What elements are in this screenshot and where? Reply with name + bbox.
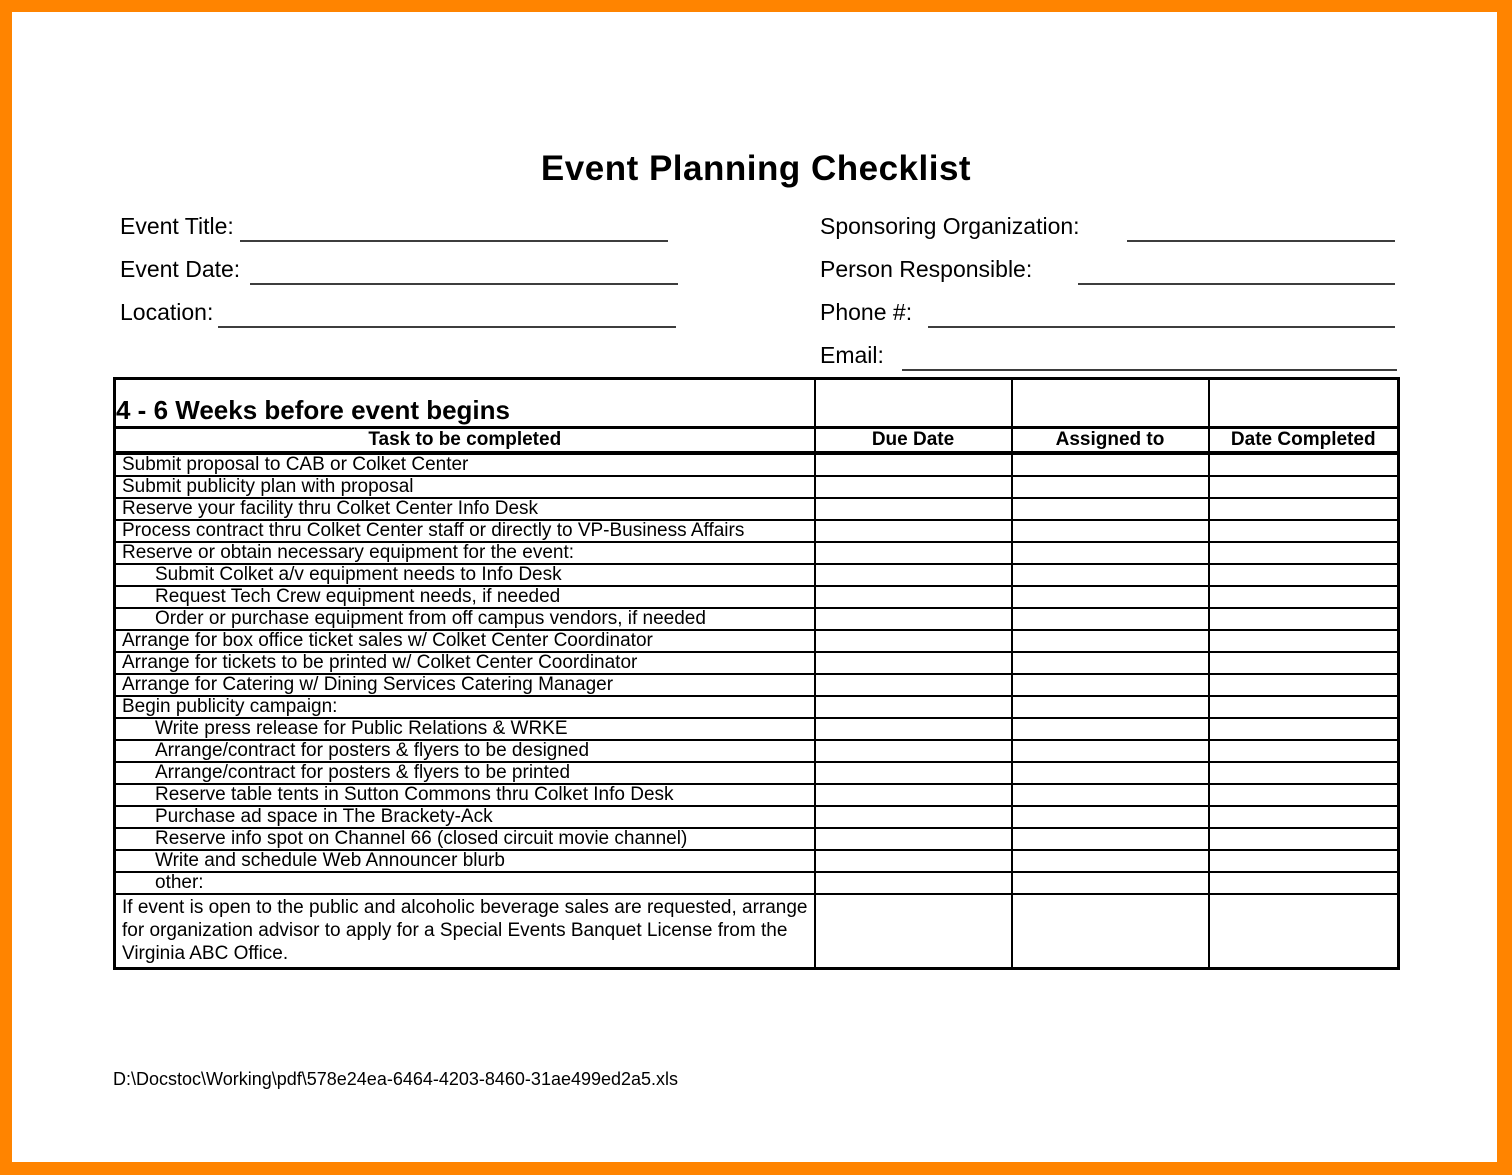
due-date-cell	[815, 608, 1012, 630]
date-completed-cell	[1209, 828, 1399, 850]
due-date-cell	[815, 784, 1012, 806]
due-date-cell	[815, 542, 1012, 564]
due-date-cell	[815, 740, 1012, 762]
task-cell: Arrange for box office ticket sales w/ Colket Center Coordinator	[115, 630, 815, 652]
task-cell: Submit publicity plan with proposal	[115, 476, 815, 498]
table-row	[115, 630, 1399, 652]
table-row	[115, 520, 1399, 542]
email-blank-line	[902, 369, 1397, 371]
section-header: 4 - 6 Weeks before event begins	[115, 379, 815, 428]
assigned-to-cell	[1012, 542, 1209, 564]
date-completed-cell	[1209, 520, 1399, 542]
task-cell: Submit proposal to CAB or Colket Center	[115, 453, 815, 476]
person-responsible-label: Person Responsible:	[820, 256, 1033, 282]
table-row	[115, 718, 1399, 740]
task-cell: Reserve table tents in Sutton Commons thru Colket Info Desk	[115, 784, 815, 806]
task-cell: Begin publicity campaign:	[115, 696, 815, 718]
date-completed-cell	[1209, 762, 1399, 784]
table-row	[115, 476, 1399, 498]
table-row	[115, 608, 1399, 630]
date-completed-cell	[1209, 718, 1399, 740]
column-header-due-date: Due Date	[815, 428, 1012, 454]
task-cell: Process contract thru Colket Center staff or directly to VP-Business Affairs	[115, 520, 815, 542]
empty-cell	[1012, 379, 1209, 428]
date-completed-cell	[1209, 806, 1399, 828]
table-row	[115, 740, 1399, 762]
due-date-cell	[815, 630, 1012, 652]
due-date-cell	[815, 696, 1012, 718]
task-table-body	[115, 379, 1399, 969]
due-date-cell	[815, 520, 1012, 542]
due-date-cell	[815, 850, 1012, 872]
date-completed-cell	[1209, 696, 1399, 718]
phone-blank-line	[928, 326, 1395, 328]
assigned-to-cell	[1012, 608, 1209, 630]
table-row	[115, 498, 1399, 520]
task-cell: Order or purchase equipment from off campus vendors, if needed	[115, 608, 815, 630]
due-date-cell	[815, 828, 1012, 850]
column-header-row	[115, 428, 1399, 454]
task-cell: Arrange for tickets to be printed w/ Colket Center Coordinator	[115, 652, 815, 674]
due-date-cell	[815, 872, 1012, 894]
event-title-label: Event Title:	[120, 213, 234, 239]
event-title-blank-line	[240, 240, 668, 242]
event-date-blank-line	[250, 283, 678, 285]
due-date-cell	[815, 674, 1012, 696]
location-blank-line	[218, 326, 676, 328]
date-completed-cell	[1209, 608, 1399, 630]
assigned-to-cell	[1012, 476, 1209, 498]
table-row	[115, 586, 1399, 608]
due-date-cell	[815, 806, 1012, 828]
assigned-to-cell	[1012, 718, 1209, 740]
assigned-to-cell	[1012, 696, 1209, 718]
table-row	[115, 696, 1399, 718]
section-header-row	[115, 379, 1399, 428]
assigned-to-cell	[1012, 894, 1209, 969]
table-row	[115, 652, 1399, 674]
task-cell: Submit Colket a/v equipment needs to Info Desk	[115, 564, 815, 586]
sponsoring-organization-label: Sponsoring Organization:	[820, 213, 1080, 239]
task-cell: Arrange/contract for posters & flyers to be printed	[115, 762, 815, 784]
date-completed-cell	[1209, 652, 1399, 674]
task-cell: Write and schedule Web Announcer blurb	[115, 850, 815, 872]
table-row	[115, 894, 1399, 969]
date-completed-cell	[1209, 850, 1399, 872]
sponsoring-organization-blank-line	[1127, 240, 1395, 242]
date-completed-cell	[1209, 542, 1399, 564]
due-date-cell	[815, 564, 1012, 586]
task-cell: Purchase ad space in The Brackety-Ack	[115, 806, 815, 828]
event-date-label: Event Date:	[120, 256, 241, 282]
assigned-to-cell	[1012, 630, 1209, 652]
date-completed-cell	[1209, 564, 1399, 586]
due-date-cell	[815, 586, 1012, 608]
assigned-to-cell	[1012, 520, 1209, 542]
assigned-to-cell	[1012, 850, 1209, 872]
assigned-to-cell	[1012, 806, 1209, 828]
table-row	[115, 784, 1399, 806]
date-completed-cell	[1209, 740, 1399, 762]
assigned-to-cell	[1012, 453, 1209, 476]
column-header-task: Task to be completed	[115, 428, 815, 454]
task-cell: Write press release for Public Relations & WRKE	[115, 718, 815, 740]
table-row	[115, 564, 1399, 586]
assigned-to-cell	[1012, 498, 1209, 520]
table-row	[115, 762, 1399, 784]
date-completed-cell	[1209, 453, 1399, 476]
location-label: Location:	[120, 299, 214, 325]
checklist-table	[113, 377, 1400, 970]
table-row	[115, 850, 1399, 872]
due-date-cell	[815, 762, 1012, 784]
email-label: Email:	[820, 342, 884, 368]
assigned-to-cell	[1012, 828, 1209, 850]
assigned-to-cell	[1012, 784, 1209, 806]
table-row	[115, 674, 1399, 696]
date-completed-cell	[1209, 586, 1399, 608]
table-row	[115, 542, 1399, 564]
task-cell: Reserve your facility thru Colket Center Info Desk	[115, 498, 815, 520]
table-row	[115, 806, 1399, 828]
assigned-to-cell	[1012, 564, 1209, 586]
task-cell: Arrange for Catering w/ Dining Services Catering Manager	[115, 674, 815, 696]
table-row	[115, 828, 1399, 850]
column-header-date-completed: Date Completed	[1209, 428, 1399, 454]
date-completed-cell	[1209, 630, 1399, 652]
assigned-to-cell	[1012, 586, 1209, 608]
due-date-cell	[815, 476, 1012, 498]
date-completed-cell	[1209, 872, 1399, 894]
task-cell: If event is open to the public and alcoholic beverage sales are requested, arrange for organization advisor to apply for a Special Events Banquet License from the Virginia ABC Office.	[115, 894, 815, 969]
table-row	[115, 872, 1399, 894]
assigned-to-cell	[1012, 652, 1209, 674]
due-date-cell	[815, 652, 1012, 674]
date-completed-cell	[1209, 894, 1399, 969]
due-date-cell	[815, 498, 1012, 520]
page-title: Event Planning Checklist	[540, 149, 972, 188]
assigned-to-cell	[1012, 872, 1209, 894]
task-cell: Request Tech Crew equipment needs, if needed	[115, 586, 815, 608]
task-cell: Reserve or obtain necessary equipment for the event:	[115, 542, 815, 564]
date-completed-cell	[1209, 498, 1399, 520]
due-date-cell	[815, 894, 1012, 969]
task-cell: Arrange/contract for posters & flyers to be designed	[115, 740, 815, 762]
task-cell: other:	[115, 872, 815, 894]
assigned-to-cell	[1012, 674, 1209, 696]
date-completed-cell	[1209, 674, 1399, 696]
date-completed-cell	[1209, 784, 1399, 806]
assigned-to-cell	[1012, 762, 1209, 784]
empty-cell	[1209, 379, 1399, 428]
phone-label: Phone #:	[820, 299, 913, 325]
person-responsible-blank-line	[1078, 283, 1395, 285]
assigned-to-cell	[1012, 740, 1209, 762]
column-header-assigned-to: Assigned to	[1012, 428, 1209, 454]
date-completed-cell	[1209, 476, 1399, 498]
due-date-cell	[815, 453, 1012, 476]
empty-cell	[815, 379, 1012, 428]
task-cell: Reserve info spot on Channel 66 (closed circuit movie channel)	[115, 828, 815, 850]
file-path-text: D:\Docstoc\Working\pdf\578e24ea-6464-4203-8460-31ae499ed2a5.xls	[113, 1069, 679, 1089]
table-row	[115, 453, 1399, 476]
due-date-cell	[815, 718, 1012, 740]
